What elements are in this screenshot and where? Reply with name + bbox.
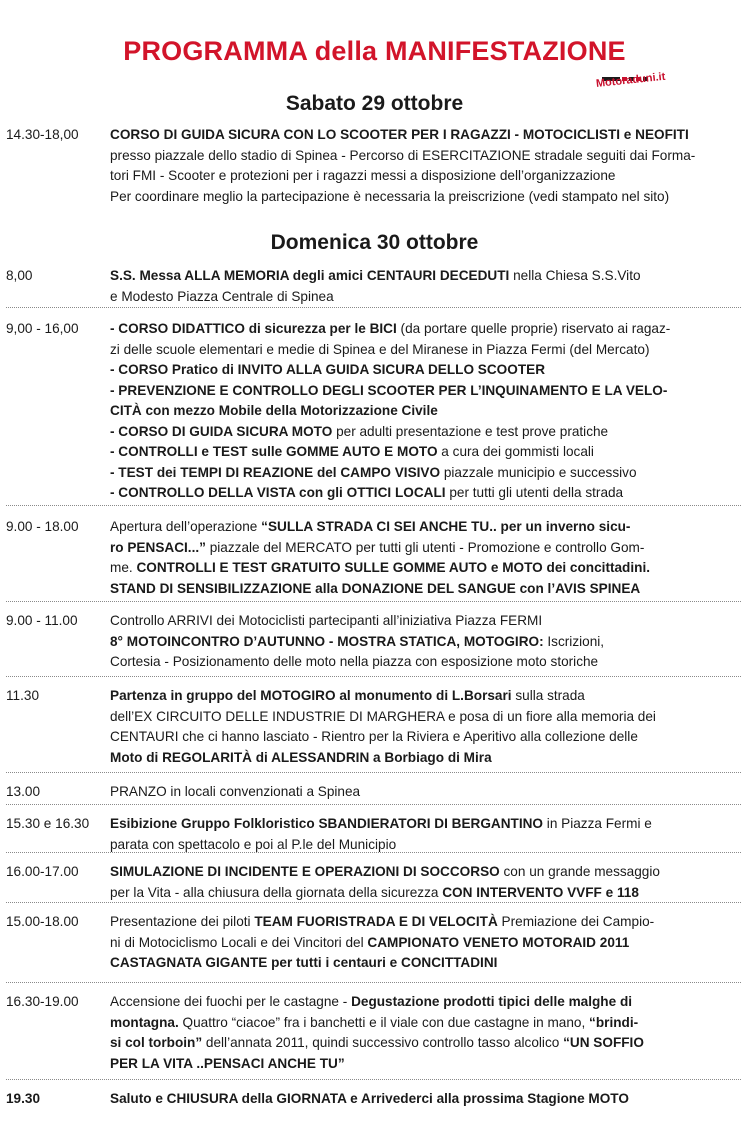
dotted-divider — [6, 982, 741, 983]
description-line — [110, 340, 741, 361]
text-segment: - CONTROLLI e TEST sulle GOMME AUTO E MOTO — [110, 444, 438, 459]
text-segment: Saluto e CHIUSURA della GIORNATA e Arrivederci alla prossima Stagione MOTO — [110, 1091, 629, 1106]
text-segment: CITÀ con mezzo Mobile della Motorizzazione Civile — [110, 403, 438, 418]
text-segment: CONTROLLI E TEST GRATUITO SULLE GOMME AUTO e MOTO dei concittadini. — [136, 560, 650, 575]
schedule-time: 16.30-19.00 — [6, 994, 79, 1009]
page-title: PROGRAMMA della MANIFESTAZIONE — [123, 36, 626, 66]
schedule-time: 16.00-17.00 — [6, 864, 79, 879]
text-segment: me. — [110, 560, 137, 575]
description-line — [110, 652, 741, 673]
description-line — [110, 862, 741, 883]
text-segment: piazzale del MERCATO per tutti gli utenti - Promozione e controllo Gom- — [205, 539, 645, 555]
day-heading-saturday: Sabato 29 ottobre — [285, 92, 464, 115]
text-segment: Moto di REGOLARITÀ di ALESSANDRIN a Borbiago di Mira — [110, 749, 492, 765]
text-segment: per adulti presentazione e test prove pratiche — [332, 423, 609, 439]
text-segment: zi delle scuole elementari e medie di Spinea e del Miranese in Piazza Fermi (del Mercato) — [110, 341, 650, 357]
description-line — [110, 707, 741, 728]
dotted-divider — [6, 676, 741, 677]
schedule-description — [110, 862, 741, 903]
day-heading-sunday: Domenica 30 ottobre — [270, 231, 479, 254]
text-segment: 8° MOTOINCONTRO D’AUTUNNO - MOSTRA STATICA, MOTOGIRO: — [110, 633, 544, 649]
text-segment: Esibizione Gruppo Folkloristico SBANDIERATORI DI BERGANTINO — [110, 816, 544, 831]
schedule-time: 15.00-18.00 — [6, 914, 79, 929]
text-segment: CORSO DI GUIDA SICURA CON LO SCOOTER PER I RAGAZZI - MOTOCICLISTI e NEOFITI — [110, 127, 689, 142]
text-segment: S.S. Messa ALLA MEMORIA degli amici CENTAURI DECEDUTI — [110, 268, 510, 283]
description-line — [110, 319, 741, 340]
text-segment: Cortesia - Posizionamento delle moto nella piazza con esposizione moto storiche — [110, 654, 599, 669]
text-segment: Quattro “ciacoe” fra i banchetti e il viale con due castagne in mano, — [178, 1014, 590, 1030]
text-segment: e Modesto Piazza Centrale di Spinea — [110, 288, 334, 304]
text-segment: Iscrizioni, — [543, 633, 605, 649]
text-segment: CON INTERVENTO VVFF e 118 — [442, 884, 639, 900]
text-segment: dell’annata 2011, quindi successivo controllo tasso alcolico — [202, 1035, 564, 1050]
text-segment: parata con spettacolo e poi al P.le del Municipio — [110, 836, 397, 852]
text-segment: piazzale municipio e successivo — [440, 464, 637, 480]
text-segment: CAMPIONATO VENETO MOTORAID 2011 — [367, 934, 630, 950]
schedule-description — [110, 517, 741, 599]
text-segment: si col torboin” — [110, 1035, 203, 1050]
dotted-divider — [6, 601, 741, 602]
text-segment: a cura dei gommisti locali — [437, 444, 594, 459]
schedule-description — [110, 611, 741, 673]
description-line — [110, 632, 741, 653]
dotted-divider — [6, 1079, 741, 1080]
description-line — [110, 953, 741, 974]
description-line — [110, 1054, 741, 1075]
schedule-description — [110, 319, 741, 504]
text-segment: “SULLA STRADA CI SEI ANCHE TU.. per un inverno sicu- — [261, 519, 631, 534]
description-line — [110, 1033, 741, 1054]
text-segment: Per coordinare meglio la partecipazione è necessaria la preiscrizione (vedi stampato nel sito) — [110, 188, 670, 204]
description-line — [110, 727, 741, 748]
description-line — [110, 579, 741, 600]
text-segment: - TEST dei TEMPI DI REAZIONE del CAMPO VISIVO — [110, 464, 441, 480]
logo-text: Motoraduni.it — [595, 70, 666, 90]
text-segment: CENTAURI che ci hanno lasciato - Rientro per la Riviera e Aperitivo alla collezione delle — [110, 729, 638, 744]
schedule-time: 13.00 — [6, 784, 41, 799]
text-segment: Controllo ARRIVI dei Motociclisti partecipanti all’iniziativa Piazza FERMI — [110, 613, 543, 628]
text-segment: Degustazione prodotti tipici delle malghe di — [351, 994, 633, 1009]
schedule-time: 8,00 — [6, 268, 33, 283]
schedule-time: 9,00 - 16,00 — [6, 321, 79, 336]
text-segment: in Piazza Fermi e — [543, 816, 652, 831]
text-segment: CASTAGNATA GIGANTE per tutti i centauri e CONCITTADINI — [110, 955, 498, 970]
text-segment: STAND DI SENSIBILIZZAZIONE alla DONAZIONE DEL SANGUE con l’AVIS SPINEA — [110, 580, 641, 596]
text-segment: (da portare quelle proprie) riservato ai ragaz- — [396, 321, 671, 336]
schedule-time: 19.30 — [6, 1091, 41, 1106]
text-segment: Premiazione dei Campio- — [497, 914, 655, 929]
text-segment: “UN SOFFIO — [563, 1035, 644, 1050]
text-segment: TEAM FUORISTRADA E DI VELOCITÀ — [254, 914, 498, 929]
text-segment: sulla strada — [511, 688, 585, 703]
text-segment: “brindi- — [589, 1014, 639, 1030]
description-line — [110, 782, 741, 803]
text-segment: con un grande messaggio — [499, 864, 660, 879]
schedule-description — [110, 125, 741, 207]
description-line — [110, 517, 741, 538]
description-line — [110, 442, 741, 463]
text-segment: - CORSO Pratico di INVITO ALLA GUIDA SICURA DELLO SCOOTER — [110, 362, 546, 377]
description-line — [110, 1013, 741, 1034]
description-line — [110, 187, 741, 208]
schedule-time: 9.00 - 18.00 — [6, 519, 79, 534]
description-line — [110, 912, 741, 933]
text-segment: PRANZO in locali convenzionati a Spinea — [110, 784, 361, 799]
schedule-time: 11.30 — [6, 688, 40, 703]
schedule-description — [110, 686, 741, 768]
dotted-divider — [6, 505, 741, 506]
text-segment: SIMULAZIONE DI INCIDENTE E OPERAZIONI DI SOCCORSO — [110, 864, 500, 879]
description-line — [110, 266, 741, 287]
description-line — [110, 686, 741, 707]
schedule-description — [110, 266, 741, 307]
description-line — [110, 883, 741, 904]
text-segment: - CORSO DI GUIDA SICURA MOTO — [110, 423, 333, 439]
text-segment: ni di Motociclismo Locali e dei Vincitori del — [110, 934, 368, 950]
description-line — [110, 611, 741, 632]
text-segment: - PREVENZIONE E CONTROLLO DEGLI SCOOTER PER L’INQUINAMENTO E LA VELO- — [110, 382, 668, 398]
description-line — [110, 422, 741, 443]
schedule-description — [110, 912, 741, 974]
description-line — [110, 381, 741, 402]
dotted-divider — [6, 852, 741, 853]
description-line — [110, 1089, 741, 1110]
text-segment: montagna. — [110, 1014, 179, 1030]
description-line — [110, 360, 741, 381]
description-line — [110, 748, 741, 769]
description-line — [110, 401, 741, 422]
text-segment: presso piazzale dello stadio di Spinea - Percorso di ESERCITAZIONE stradale seguiti dai Forma- — [110, 147, 696, 163]
description-line — [110, 538, 741, 559]
dotted-divider — [6, 307, 741, 308]
dotted-divider — [6, 772, 741, 773]
schedule-description — [110, 814, 741, 855]
description-line — [110, 483, 741, 504]
description-line — [110, 463, 741, 484]
dotted-divider — [6, 804, 741, 805]
text-segment: - CORSO DIDATTICO di sicurezza per le BICI — [110, 321, 397, 336]
text-segment: per tutti gli utenti della strada — [445, 485, 624, 500]
schedule-time: 15.30 e 16.30 — [6, 816, 90, 831]
description-line — [110, 992, 741, 1013]
text-segment: PER LA VITA ..PENSACI ANCHE TU” — [110, 1055, 345, 1071]
description-line — [110, 125, 741, 146]
text-segment: dell’EX CIRCUITO DELLE INDUSTRIE DI MARGHERA e posa di un fiore alla memoria dei — [110, 708, 656, 724]
text-segment: Accensione dei fuochi per le castagne - — [110, 994, 352, 1009]
text-segment: Apertura dell’operazione — [110, 519, 262, 534]
description-line — [110, 166, 741, 187]
text-segment: tori FMI - Scooter e protezioni per i ragazzi messi a disposizione dell’organizzazione — [110, 168, 616, 183]
description-line — [110, 558, 741, 579]
description-line — [110, 933, 741, 954]
text-segment: - CONTROLLO DELLA VISTA con gli OTTICI LOCALI — [110, 485, 446, 500]
schedule-time: 14.30-18,00 — [6, 127, 79, 142]
description-line — [110, 287, 741, 308]
text-segment: per la Vita - alla chiusura della giornata della sicurezza — [110, 884, 443, 900]
schedule-description — [110, 782, 741, 803]
description-line — [110, 146, 741, 167]
schedule-description — [110, 992, 741, 1074]
schedule-description — [110, 1089, 741, 1110]
schedule-time: 9.00 - 11.00 — [6, 613, 78, 628]
text-segment: Presentazione dei piloti — [110, 914, 255, 929]
text-segment: nella Chiesa S.S.Vito — [509, 268, 641, 283]
dotted-divider — [6, 902, 741, 903]
description-line — [110, 814, 741, 835]
text-segment: ro PENSACI...” — [110, 539, 206, 555]
text-segment: Partenza in gruppo del MOTOGIRO al monumento di L.Borsari — [110, 688, 512, 703]
